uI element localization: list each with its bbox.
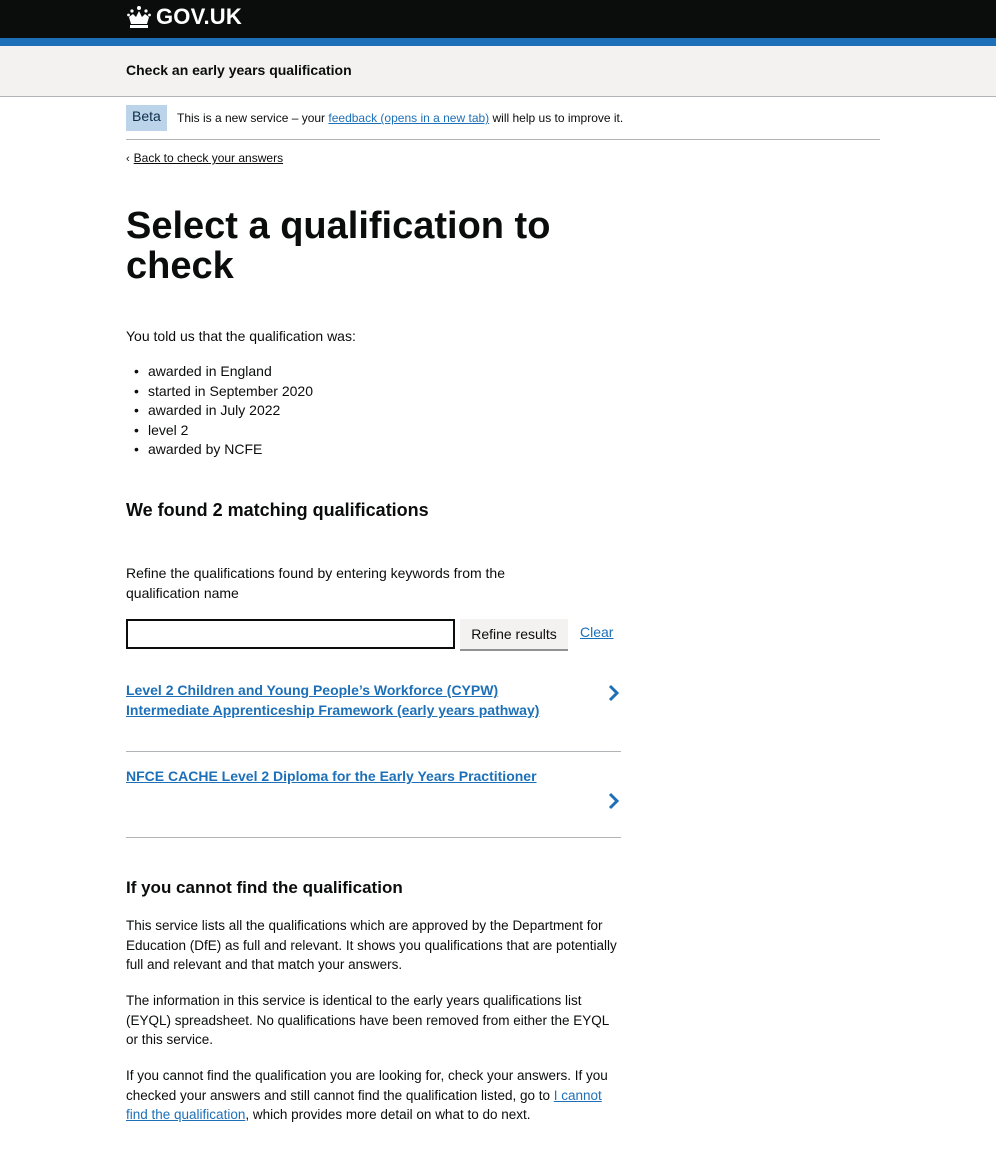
refine-results-button[interactable]: Refine results: [460, 619, 568, 649]
cannot-find-paragraph: The information in this service is identical to the early years qualifications list (EYQL) spreadsheet. No qualifications have been removed from either the EYQL or this service.: [126, 993, 609, 1047]
service-navigation: [0, 46, 996, 97]
cannot-find-paragraph: [126, 1066, 621, 1125]
feedback-link[interactable]: feedback (opens in a new tab): [328, 111, 490, 125]
cannot-find-heading: If you cannot find the qualification: [126, 878, 403, 897]
qualification-list: [126, 674, 621, 838]
para3-before: If you cannot find the qualification you are looking for, check your answers. If you checked your answers and still cannot find the qualification listed, go to: [126, 1068, 608, 1103]
qualification-link[interactable]: NFCE CACHE Level 2 Diploma for the Early Years Practitioner: [126, 768, 537, 784]
crown-icon: [126, 5, 152, 29]
phase-text-after: will help us to improve it.: [489, 111, 624, 125]
answers-list: [134, 362, 313, 460]
answer-item: • awarded by NCFE: [134, 440, 313, 460]
qualification-item[interactable]: [126, 674, 621, 752]
refine-label: Refine the qualifications found by entering keywords from the qualification name: [126, 565, 505, 601]
govuk-logo-link[interactable]: [126, 3, 242, 31]
qualification-link[interactable]: Level 2 Children and Young People’s Workforce (CYPW) Intermediate Apprenticeship Framework (early years pathway): [126, 682, 540, 718]
beta-tag: Beta: [126, 105, 167, 131]
answers-intro: You told us that the qualification was:: [126, 328, 356, 344]
answer-item: • started in September 2020: [134, 382, 313, 402]
page-title: Select a qualification to check: [126, 205, 551, 287]
answer-item: • awarded in England: [134, 362, 313, 382]
chevron-left-icon: ‹: [126, 153, 130, 165]
back-link[interactable]: [126, 151, 283, 165]
para3-after: , which provides more detail on what to do next.: [245, 1107, 531, 1122]
qualification-item[interactable]: [126, 752, 621, 838]
header-bar: [0, 0, 996, 38]
cannot-find-paragraph: This service lists all the qualifications which are approved by the Department for Education (DfE) as full and relevant. It shows you qualifications that are potentially full and relevant and that match your answers.: [126, 918, 617, 972]
logo-text: GOV.UK: [156, 4, 242, 29]
answer-item: • awarded in July 2022: [134, 401, 313, 421]
cannot-find-qualification-link[interactable]: I cannot find the qualification: [126, 1087, 602, 1122]
service-name-link[interactable]: Check an early years qualification: [126, 62, 352, 78]
clear-link[interactable]: Clear: [580, 624, 614, 640]
results-heading: We found 2 matching qualifications: [126, 500, 429, 520]
refine-search-input[interactable]: [126, 619, 455, 649]
answer-item: • level 2: [134, 421, 313, 441]
chevron-right-icon[interactable]: [607, 684, 621, 702]
phase-banner-text: [177, 111, 623, 125]
header-stripe: [0, 38, 996, 46]
back-link-label: Back to check your answers: [133, 151, 284, 165]
phase-text-before: This is a new service – your: [177, 111, 329, 125]
phase-banner: [126, 105, 880, 140]
chevron-right-icon[interactable]: [607, 792, 621, 810]
